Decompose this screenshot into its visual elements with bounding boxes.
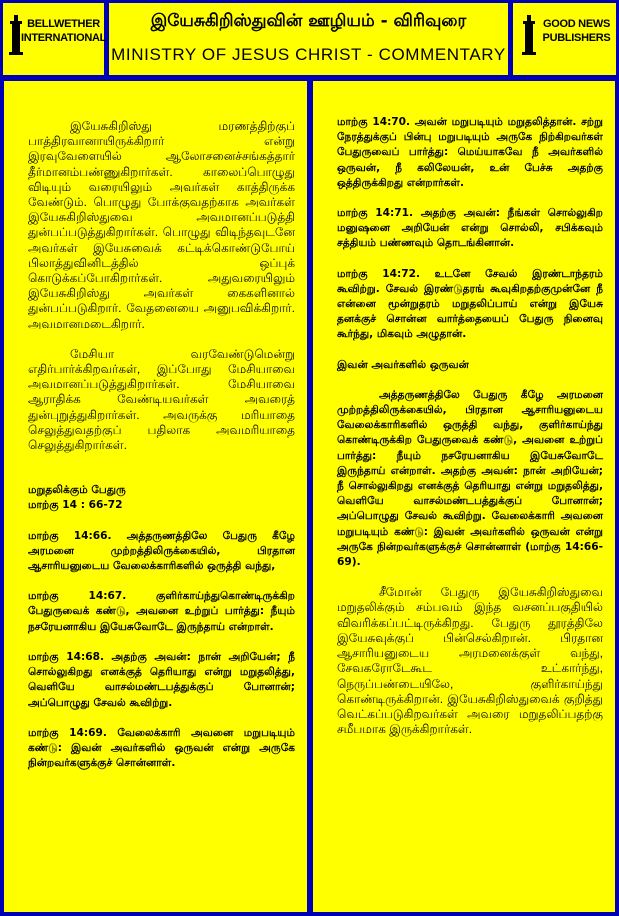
publisher-logo-left bbox=[3, 3, 107, 75]
section-reference: மாற்கு 14 : 66-72 bbox=[28, 499, 123, 512]
section-title: மறுதலிக்கும் பேதுரு bbox=[28, 484, 126, 497]
summary-paragraph: அத்தருணத்திலே பேதுரு கீழே அரமனை முற்றத்திலிருக்கையில், பிரதான ஆசாரியனுடைய வேலைக்காரிகளில் ஒருத்தி வந்து, குளிர்காய்ந்து கொண்டிருக்கிற பேதுருவைக் கண்டு, அவனை உற்றுப் பார்த்து: நீயும் நசரேயனாகிய இயேசுவோடே இருந்தாய் என்றாள். அதற்கு அவன்: நான் அறியேன்; நீ சொல்லுகிறது எனக்குத் தெரியாது என்று மறுதலித்து, வெளியே வாசல்மண்டபத்துக்குப் போனான்; அப்பொழுது சேவல் கூவிற்று. வேலைக்காரி அவனை மறுபடியும் கண்டு: இவன் அவர்களில் ஒருவன் என்று அருகே நின்றவர்களுக்குச் சொன்னாள் (மாற்கு 14:66-69). bbox=[337, 388, 603, 569]
title-english: MINISTRY OF JESUS CHRIST - COMMENTARY bbox=[111, 45, 506, 64]
left-logo-line2: INTERNATIONAL bbox=[20, 32, 107, 44]
right-logo-line1: GOOD NEWS bbox=[543, 18, 610, 30]
verse-68: மாற்கு 14:68. அதற்கு அவன்: நான் அறியேன்; நீ சொல்லுகிறது எனக்குத் தெரியாது என்று மறுதலித்து, வெளியே வாசல்மண்டபத்துக்குப் போனான்; அப்பொழுது சேவல் கூவிற்று. bbox=[28, 650, 295, 709]
left-logo-line1: BELLWETHER bbox=[27, 18, 100, 30]
left-column bbox=[4, 81, 307, 912]
verse-66: மாற்கு 14:66. அத்தருணத்திலே பேதுரு கீழே அரமனை முற்றத்திலிருக்கையில், பிரதான ஆசாரியனுடைய வேலைக்காரிகளில் ஒருத்தி வந்து, bbox=[28, 529, 295, 573]
messiah-paragraph: மேசியா வரவேண்டுமென்று எதிர்பார்க்கிறவர்கள், இப்போது மேசியாவை அவமானப்படுத்துகிறார்கள். மேசியாவை ஆராதிக்க வேண்டியவர்கள் அவரைத் துன்புறுத்துகிறார்கள். அவருக்கு மரியாதை செலுத்துவதற்குப் பதிலாக அவமரியாதை செலுத்துகிறார்கள். bbox=[28, 346, 295, 453]
title-tamil: இயேசுகிறிஸ்துவின் ஊழியம் - விரிவுரை bbox=[150, 11, 467, 31]
publisher-logo-right bbox=[513, 3, 616, 75]
simon-paragraph: சீமோன் பேதுரு இயேசுகிறிஸ்துவை மறுதலிக்கும் சம்பவம் இந்த வசனப்பகுதியில் விவரிக்கப்பட்டிருக்கிறது. பேதுரு தூரத்திலே இயேசுவுக்குப் பின்செல்கிறான். பிரதான ஆசாரியனுடைய அரமனைக்குள் வந்து, சேவகரோடேகூட உட்கார்ந்து, நெருப்பண்டையிலே, குளிர்காய்ந்து கொண்டிருக்கிறான். இயேசுகிறிஸ்துவைக் குறித்து வெட்கப்படுகிறவர்கள் அவரை மறுதலிப்பதற்கு சமீபமாக இருக்கிறார்கள். bbox=[337, 585, 603, 737]
subheading: இவன் அவர்களில் ஒருவன் bbox=[337, 358, 469, 371]
right-logo-line2: PUBLISHERS bbox=[542, 32, 611, 44]
verse-69: மாற்கு 14:69. வேலைக்காரி அவனை மறுபடியும் கண்டு: இவன் அவர்களில் ஒருவன் என்று அருகே நின்றவர்களுக்குச் சொன்னாள். bbox=[28, 726, 295, 770]
right-column bbox=[313, 81, 615, 912]
verse-71: மாற்கு 14:71. அதற்கு அவன்: நீங்கள் சொல்லுகிற மனுஷனை அறியேன் என்று சொல்லி, சபிக்கவும் சத்தியம் பண்ணவும் தொடங்கினான். bbox=[337, 207, 603, 250]
intro-paragraph: இயேசுகிறிஸ்து மரணத்திற்குப் பாத்திரவானாயிருக்கிறார் என்று இரவுவேளையில் ஆலோசனைச்சங்கத்தார் தீர்மானம்பண்ணுகிறார்கள். காலைப்பொழுது விடியும் வரையிலும் அவர்கள் காத்திருக்க வேண்டும். பொழுது போக்குவதற்காக அவர்கள் இயேசுகிறிஸ்துவை அவமானப்படுத்தி துன்பப்படுத்துகிறார்கள். பொழுது விடிந்தவுடனே அவர்கள் இயேசுவைக் கட்டிக்கொண்டுபோய் பிலாத்துவினிடத்தில் ஒப்புக் கொடுக்கப்போகிறார்கள். அதுவரையிலும் இயேசுகிறிஸ்து அவர்கள் கைகளினால் துன்பப்படுகிறார். வேதனையை அனுபவிக்கிறார். அவமானமடைகிறார். bbox=[28, 119, 295, 331]
verse-70: மாற்கு 14:70. அவன் மறுபடியும் மறுதலித்தான். சற்று நேரத்துக்குப் பின்பு மறுபடியும் அருகே நிற்கிறவர்கள் பேதுருவைப் பார்த்து: மெய்யாகவே நீ அவர்களில் ஒருவன், நீ கலிலேயன், உன் பேச்சு அதற்கு ஒத்திருக்கிறது என்றார்கள். bbox=[337, 116, 603, 189]
verse-72: மாற்கு 14:72. உடனே சேவல் இரண்டாந்தரம் கூவிற்று. சேவல் இரண்டுதரங் கூவுகிறதற்குமுன்னே நீ என்னை மூன்றுதரம் மறுதலிப்பாய் என்று இயேசு தனக்குச் சொன்ன வார்த்தையைப் பேதுரு நினைவு கூர்ந்து, மிகவும் அழுதான். bbox=[337, 267, 603, 341]
title-banner bbox=[109, 3, 508, 75]
verse-67: மாற்கு 14:67. குளிர்காய்ந்துகொண்டிருக்கிற பேதுருவைக் கண்டு, அவனை உற்றுப் பார்த்து: நீயும் நசரேயனாகிய இயேசுவோடே இருந்தாய் என்றாள். bbox=[28, 590, 295, 633]
